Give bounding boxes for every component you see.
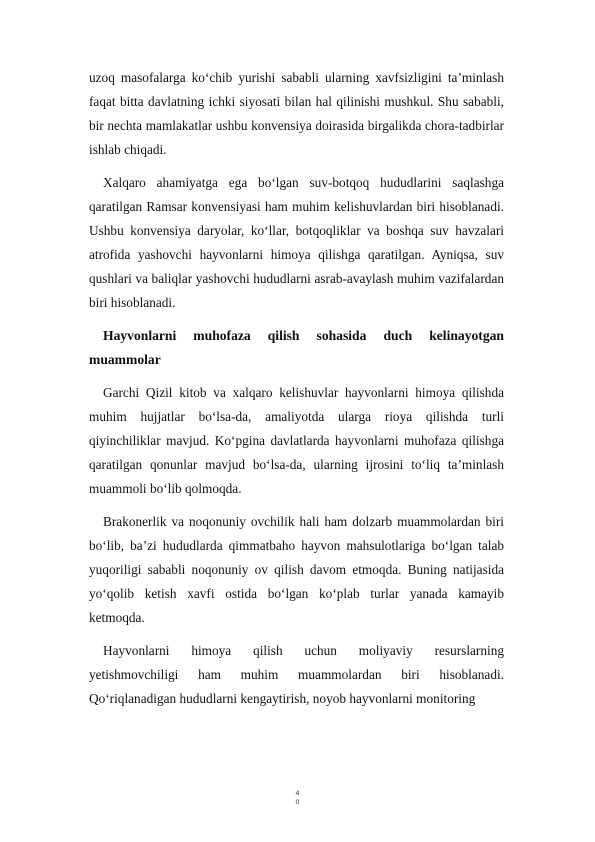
paragraph-financial-resources: Hayvonlarni himoya qilish uchun moliyaviy resurslarning yetishmovchiligi ham muhim muammolardan biri hisoblanadi. Qo‘riqlanadigan hududlarni kengaytirish, noyob hayvonlarni monitoring	[89, 643, 504, 706]
page-number-digit-1: 4	[295, 789, 300, 797]
section-heading: Hayvonlarni muhofaza qilish sohasida duch kelinayotgan muammolar	[89, 328, 504, 367]
paragraph-poaching: Brakonerlik va noqonuniy ovchilik hali ham dolzarb muammolardan biri bo‘lib, ba’zi hududlarda qimmatbaho hayvon mahsulotlariga bo‘lgan talab yuqoriligi sababli noqonuniy ov qilish davom etmoqda. Buning natijasida yo‘qolib ketish xavfi ostida bo‘lgan ko‘plab turlar yanada kamayib ketmoqda.	[89, 514, 504, 625]
paragraph-ramsar-convention: Xalqaro ahamiyatga ega bo‘lgan suv-botqoq hududlarini saqlashga qaratilgan Ramsar konvensiyasi ham muhim kelishuvlardan biri hisoblanadi. Ushbu konvensiya daryolar, ko‘llar, botqoqliklar va boshqa suv havzalari atrofida yashovchi hayvonlarni himoya qilishga qaratilgan. Ayniqsa, suv qushlari va baliqlar yashovchi hududlarni asrab-avaylash muhim vazifalardan biri hisoblanadi.	[89, 175, 504, 310]
paragraph-continuation: uzoq masofalarga ko‘chib yurishi sababli ularning xavfsizligini ta’minlash faqat bitta davlatning ichki siyosati bilan hal qilinishi mushkul. Shu sababli, bir nechta mamlakatlar ushbu konvensiya doirasida birgalikda chora-tadbirlar ishlab chiqadi.	[89, 70, 504, 157]
paragraph-red-book-problems: Garchi Qizil kitob va xalqaro kelishuvlar hayvonlarni himoya qilishda muhim hujjatlar bo‘lsa-da, amaliyotda ularga rioya qilishda turli qiyinchiliklar mavjud. Ko‘pgina davlatlarda hayvonlarni muhofaza qilishga qaratilgan qonunlar mavjud bo‘lsa-da, ularning ijrosini to‘liq ta’minlash muammoli bo‘lib qolmoqda.	[89, 385, 504, 496]
page-number-digit-2: 0	[295, 798, 300, 806]
document-body	[89, 66, 504, 720]
page-number	[0, 789, 595, 807]
